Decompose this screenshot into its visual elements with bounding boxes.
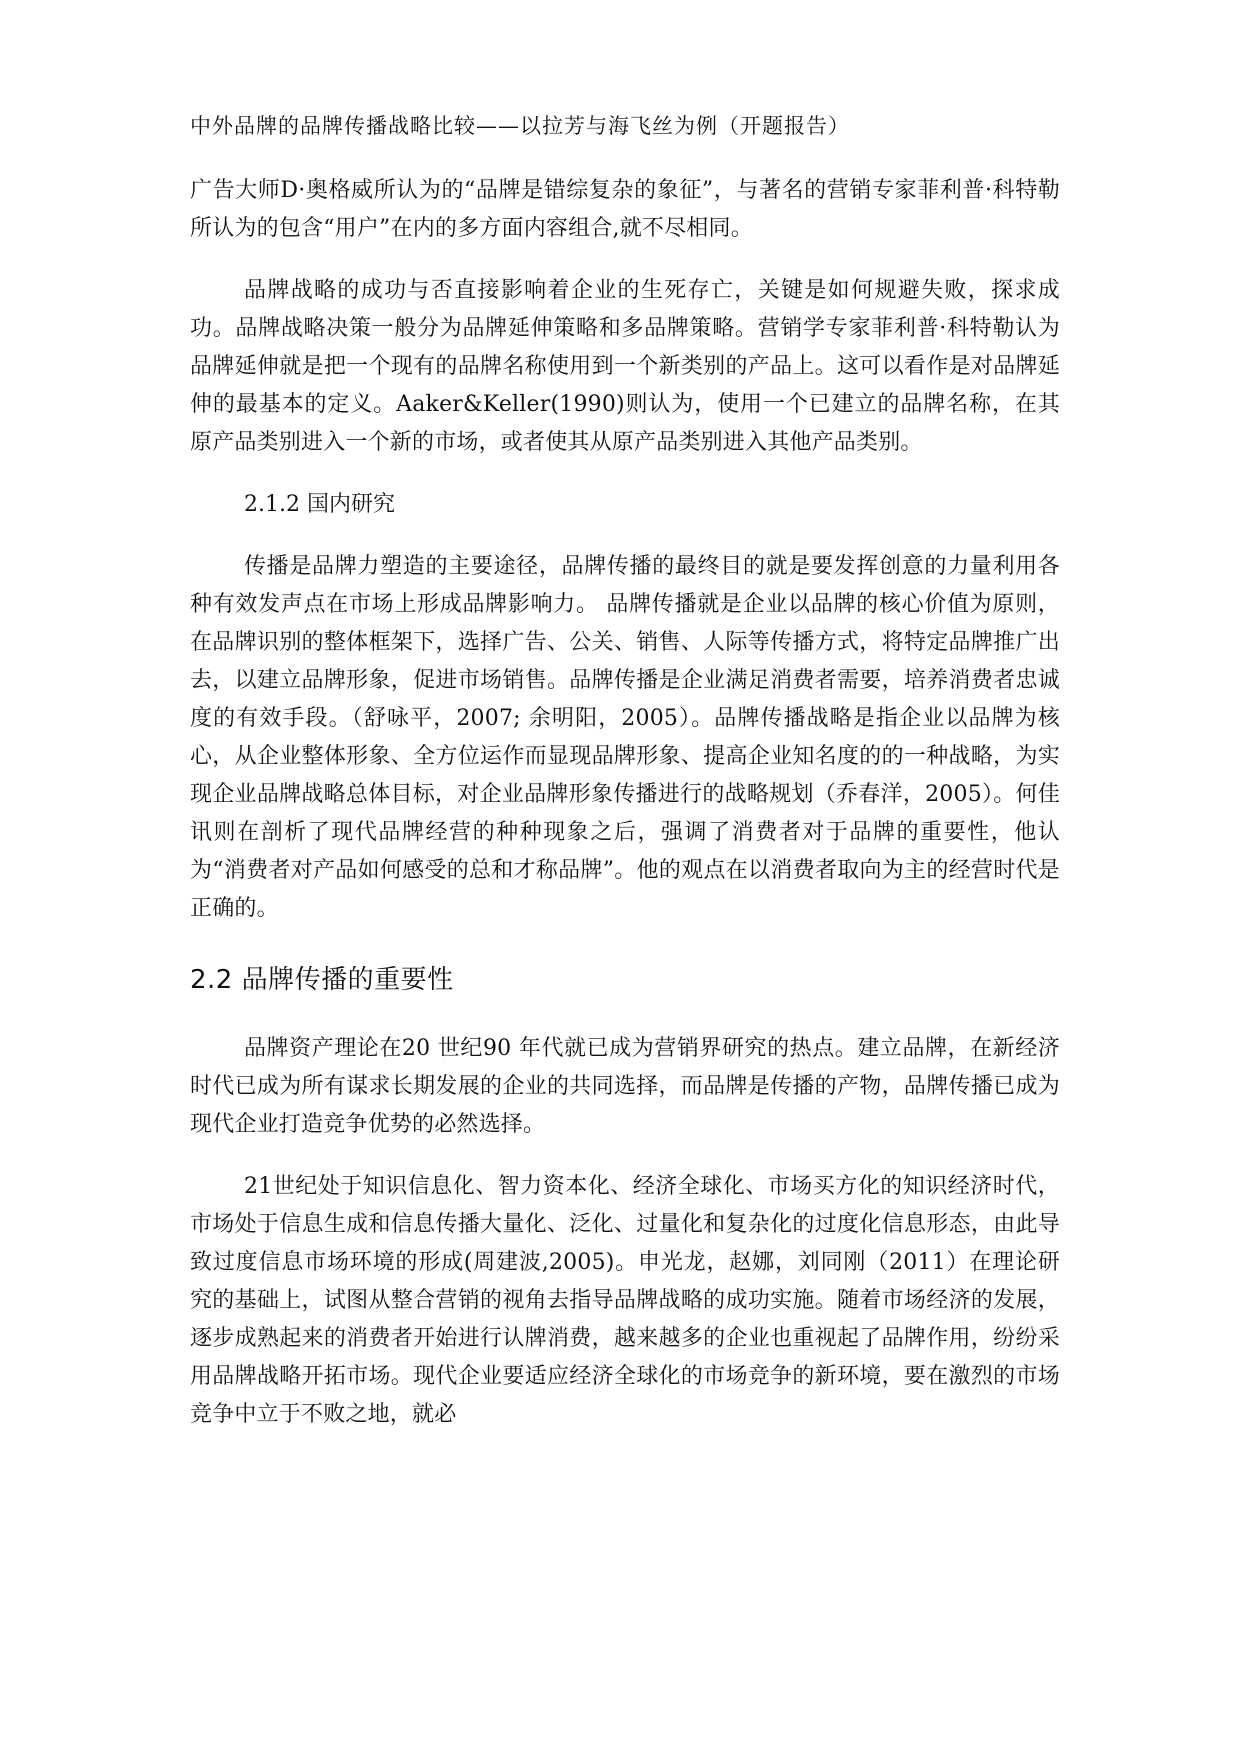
paragraph-brand-equity: 品牌资产理论在20 世纪90 年代就已成为营销界研究的热点。建立品牌，在新经济时代已成为所有谋求长期发展的企业的共同选择，而品牌是传播的产物，品牌传播已成为现代企业打造竞争优势的必然选择。	[190, 1036, 1060, 1137]
section-heading-importance: 2.2 品牌传播的重要性	[190, 965, 454, 995]
paragraph-brand-communication: 传播是品牌力塑造的主要途径，品牌传播的最终目的就是要发挥创意的力量利用各种有效发声点在市场上形成品牌影响力。 品牌传播就是企业以品牌的核心价值为原则，在品牌识别的整体框架下，选择广告、公关、销售、人际等传播方式，将特定品牌推广出去，以建立品牌形象，促进市场销售。品牌传播是企业满足消费者需要，培养消费者忠诚度的有效手段。（舒咏平，2007; 余明阳，2005）。品牌传播战略是指企业以品牌为核心，从企业整体形象、全方位运作而显现品牌形象、提高企业知名度的的一种战略，为实现企业品牌战略总体目标，对企业品牌形象传播进行的战略规划（乔春洋，2005）。何佳讯则在剖析了现代品牌经营的种种现象之后，强调了消费者对于品牌的重要性，他认为“消费者对产品如何感受的总和才称品牌”。他的观点在以消费者取向为主的经营时代是正确的。	[190, 554, 1060, 921]
paragraph-ogilvy-kotler: 广告大师D·奥格威所认为的“品牌是错综复杂的象征”，与著名的营销专家菲利普·科特勒所认为的包含“用户”在内的多方面内容组合,就不尽相同。	[190, 178, 1060, 241]
paragraph-brand-strategy: 品牌战略的成功与否直接影响着企业的生死存亡，关键是如何规避失败，探求成功。品牌战略决策一般分为品牌延伸策略和多品牌策略。营销学专家菲利普·科特勒认为品牌延伸就是把一个现有的品牌名称使用到一个新类别的产品上。这可以看作是对品牌延伸的最基本的定义。Aaker&Keller(1990)则认为，使用一个已建立的品牌名称，在其原产品类别进入一个新的市场，或者使其从原产品类别进入其他产品类别。	[190, 278, 1060, 455]
subsection-heading-domestic-research: 2.1.2 国内研究	[244, 492, 395, 517]
paragraph-21st-century: 21世纪处于知识信息化、智力资本化、经济全球化、市场买方化的知识经济时代，市场处于信息生成和信息传播大量化、泛化、过量化和复杂化的过度化信息形态，由此导致过度信息市场环境的形成(周建波,2005)。申光龙，赵娜，刘同刚（2011）在理论研究的基础上，试图从整合营销的视角去指导品牌战略的成功实施。随着市场经济的发展，逐步成熟起来的消费者开始进行认牌消费，越来越多的企业也重视起了品牌作用，纷纷采用品牌战略开拓市场。现代企业要适应经济全球化的市场竞争的新环境，要在激烈的市场竞争中立于不败之地，就必	[190, 1174, 1060, 1427]
document-body	[190, 172, 1060, 1434]
running-header: 中外品牌的品牌传播战略比较——以拉芳与海飞丝为例（开题报告）	[190, 114, 850, 138]
